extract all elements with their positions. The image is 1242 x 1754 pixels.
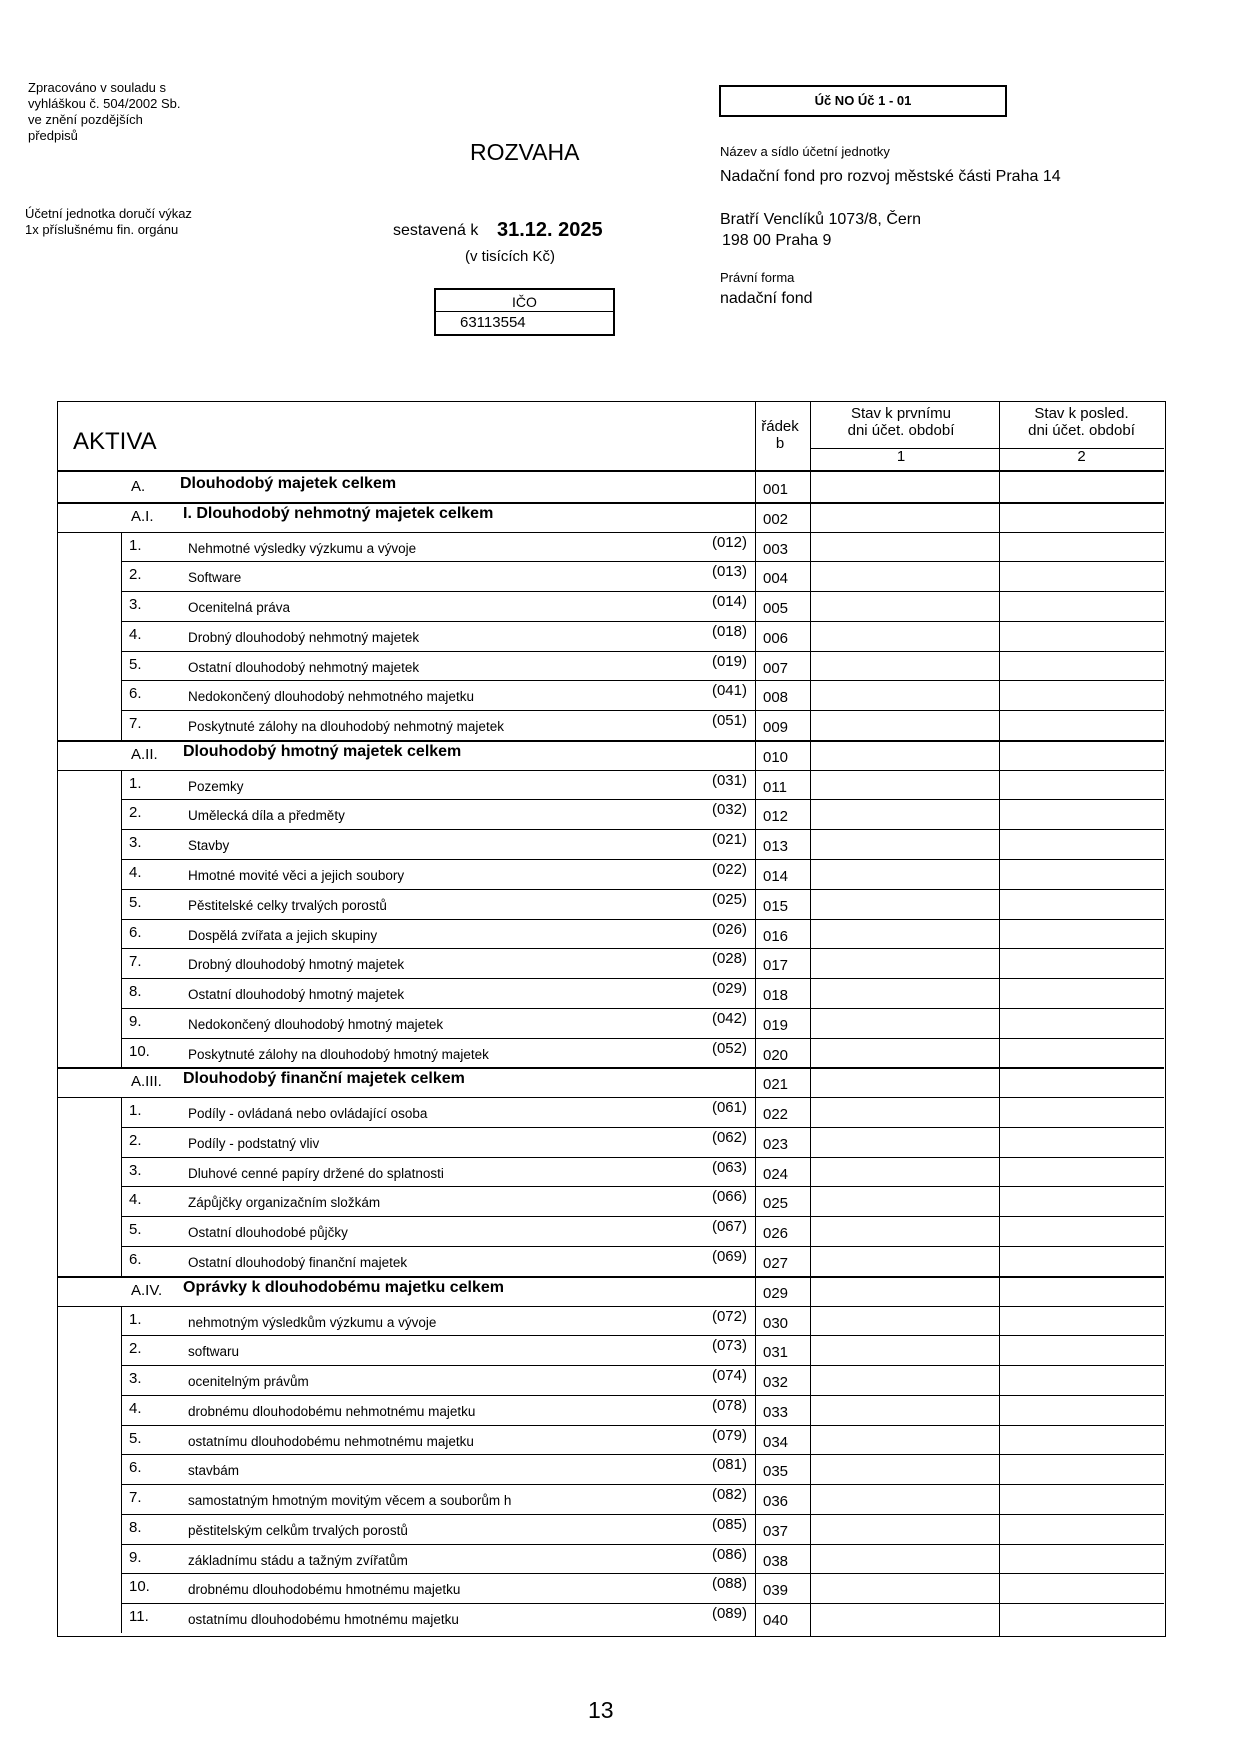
row-account-code: (028) — [711, 950, 747, 968]
row-item-label: stavbám — [188, 1463, 240, 1479]
row-account-code: (072) — [711, 1307, 747, 1325]
row-item-number: 8. — [129, 983, 142, 1001]
row-account-code: (013) — [711, 563, 747, 581]
form-code: Úč NO Úč 1 - 01 — [814, 93, 912, 108]
row-code: 007 — [763, 659, 789, 677]
row-item-number: 3. — [129, 1161, 142, 1179]
row-account-code: (025) — [711, 890, 747, 908]
row-code: 040 — [763, 1612, 789, 1630]
row-account-code: (019) — [711, 652, 747, 670]
row-account-code: (063) — [711, 1158, 747, 1176]
address-line1: Bratří Venclíků 1073/8, Čern — [720, 211, 921, 228]
row-code: 018 — [763, 987, 789, 1005]
row-account-code: (078) — [711, 1396, 747, 1414]
row-item-number: 6. — [129, 685, 142, 703]
row-item-number: 3. — [129, 834, 142, 852]
row-divider — [121, 561, 1164, 562]
row-item-label: drobnému dlouhodobému nehmotnému majetku — [188, 1403, 476, 1419]
row-code: 008 — [763, 689, 789, 707]
row-item-number: 7. — [129, 1489, 142, 1507]
col2-header-line: Stav k posled. — [1034, 405, 1129, 422]
row-divider — [121, 1454, 1164, 1455]
row-code: 010 — [763, 748, 789, 766]
compiled-date: 31.12. 2025 — [497, 219, 603, 241]
row-account-code: (088) — [711, 1575, 747, 1593]
row-item-label: Poskytnuté zálohy na dlouhodobý hmotný majetek — [188, 1046, 489, 1062]
row-item-number: 10. — [129, 1578, 150, 1596]
row-item-number: 4. — [129, 864, 142, 881]
row-section-number: A.II. — [131, 745, 158, 763]
row-item-label: ostatnímu dlouhodobému nehmotnému majetku — [188, 1433, 474, 1449]
row-code: 003 — [763, 540, 789, 558]
row-code: 014 — [763, 868, 789, 885]
row-section-number: A. — [131, 478, 146, 495]
row-item-label: Software — [188, 570, 242, 586]
row-item-number: 11. — [129, 1608, 149, 1626]
row-divider — [121, 1216, 1164, 1217]
row-item-label: základnímu stádu a tažným zvířatům — [188, 1552, 408, 1568]
row-divider — [121, 1008, 1164, 1009]
row-code: 031 — [763, 1344, 789, 1362]
row-divider — [58, 1306, 1164, 1307]
row-item-label: drobnému dlouhodobému hmotnému majetku — [188, 1582, 461, 1598]
row-item-number: 5. — [129, 893, 142, 911]
row-item-number: 9. — [129, 1548, 142, 1566]
row-item-number: 5. — [129, 655, 142, 673]
row-item-label: nehmotným výsledkům výzkumu a vývoje — [188, 1314, 437, 1330]
legal-form-label: Právní forma — [720, 270, 795, 285]
row-divider — [121, 978, 1164, 979]
row-divider — [58, 502, 1164, 504]
row-account-code: (089) — [711, 1605, 747, 1623]
row-account-code: (026) — [711, 920, 747, 938]
row-code: 027 — [763, 1255, 789, 1273]
row-item-number: 7. — [129, 715, 142, 733]
row-divider — [121, 591, 1164, 592]
row-item-label: samostatným hmotným movitým věcem a souborům h — [188, 1493, 512, 1509]
legal-form-value: nadační fond — [720, 290, 813, 307]
row-account-code: (073) — [711, 1337, 747, 1355]
compiled-label: sestavená k — [393, 222, 479, 239]
legal-note-line: předpisů — [28, 128, 78, 143]
row-code: 006 — [763, 629, 789, 647]
row-item-label: Ostatní dlouhodobý nehmotný majetek — [188, 659, 420, 675]
row-divider — [121, 948, 1164, 949]
row-divider — [121, 859, 1164, 860]
row-item-number: 6. — [129, 1251, 142, 1269]
ico-label: IČO — [436, 294, 613, 312]
row-account-code: (066) — [711, 1188, 747, 1206]
row-item-number: 3. — [129, 596, 142, 614]
col1-header — [810, 405, 992, 439]
row-item-number: 1. — [129, 774, 142, 792]
row-account-code: (018) — [711, 622, 747, 640]
row-divider — [58, 1097, 1164, 1098]
row-code: 037 — [763, 1522, 789, 1540]
row-item-number: 1. — [129, 1102, 142, 1120]
section-title: AKTIVA — [73, 428, 157, 455]
row-account-code: (021) — [711, 831, 747, 849]
row-account-code: (067) — [711, 1218, 747, 1236]
row-code: 038 — [763, 1552, 789, 1570]
row-item-number: 6. — [129, 923, 142, 941]
row-divider — [58, 532, 1164, 533]
row-item-label: Nedokončený dlouhodobý hmotný majetek — [188, 1016, 444, 1032]
row-account-code: (061) — [711, 1099, 747, 1117]
row-code: 011 — [763, 778, 787, 796]
row-divider — [121, 1425, 1164, 1426]
row-account-code: (031) — [711, 771, 747, 789]
row-code: 030 — [763, 1314, 789, 1332]
row-account-code: (022) — [711, 861, 747, 878]
row-item-number: 4. — [129, 1399, 142, 1417]
row-divider — [58, 740, 1164, 742]
row-divider — [121, 1246, 1164, 1247]
delivery-note-line: Účetní jednotka doručí výkaz — [25, 206, 192, 221]
row-divider — [121, 799, 1164, 800]
units-note: (v tisících Kč) — [465, 248, 556, 265]
page-title: ROZVAHA — [470, 139, 580, 165]
row-code: 002 — [763, 510, 789, 528]
row-item-number: 2. — [129, 804, 142, 822]
row-col-header-line: b — [775, 435, 785, 452]
row-item-number: 4. — [129, 625, 142, 643]
col1-header-line: dni účet. období — [847, 422, 955, 439]
row-divider — [121, 889, 1164, 890]
row-item-number: 2. — [129, 1131, 142, 1149]
row-account-code: (062) — [711, 1128, 747, 1146]
row-divider — [58, 1067, 1164, 1069]
row-divider — [121, 919, 1164, 920]
row-divider — [58, 770, 1164, 771]
row-account-code: (029) — [711, 980, 747, 998]
delivery-note — [25, 206, 255, 238]
row-account-code: (082) — [711, 1486, 747, 1504]
row-code: 001 — [763, 481, 789, 498]
row-code: 016 — [763, 927, 789, 945]
row-code: 020 — [763, 1046, 789, 1064]
legal-note — [28, 80, 228, 144]
row-code: 013 — [763, 838, 789, 856]
row-divider — [121, 829, 1164, 830]
row-account-code: (069) — [711, 1248, 747, 1266]
row-item-label: ocenitelným právům — [188, 1374, 309, 1390]
row-section-label: Dlouhodobý majetek celkem — [180, 475, 397, 492]
row-code: 035 — [763, 1463, 789, 1481]
row-divider — [121, 1544, 1164, 1545]
row-account-code: (051) — [711, 712, 747, 730]
row-section-number: A.III. — [131, 1073, 162, 1091]
col2-header — [999, 405, 1164, 439]
delivery-note-line: 1x příslušnému fin. orgánu — [25, 222, 179, 237]
row-code: 036 — [763, 1493, 789, 1511]
row-code: 039 — [763, 1582, 789, 1600]
row-col-header — [755, 418, 805, 452]
row-item-label: Dluhové cenné papíry držené do splatnosti — [188, 1165, 444, 1181]
row-code: 004 — [763, 570, 789, 588]
row-account-code: (074) — [711, 1367, 747, 1385]
row-account-code: (081) — [711, 1456, 747, 1474]
col2-divider — [999, 402, 1000, 1636]
row-divider — [121, 1573, 1164, 1574]
legal-note-line: vyhláškou č. 504/2002 Sb. — [28, 96, 181, 111]
unit-name: Nadační fond pro rozvoj městské části Praha 14 — [720, 168, 1061, 185]
row-account-code: (041) — [711, 682, 747, 700]
row-account-code: (014) — [711, 593, 747, 611]
row-item-label: Stavby — [188, 838, 230, 854]
row-code: 025 — [763, 1195, 789, 1213]
row-divider — [121, 1127, 1164, 1128]
row-divider — [121, 710, 1164, 711]
row-item-number: 5. — [129, 1221, 142, 1239]
ico-box — [434, 288, 615, 336]
row-divider — [121, 1157, 1164, 1158]
row-section-label: Oprávky k dlouhodobému majetku celkem — [183, 1278, 504, 1296]
row-code: 017 — [763, 957, 789, 975]
row-item-label: Umělecká díla a předměty — [188, 808, 345, 824]
row-item-label: Dospělá zvířata a jejich skupiny — [188, 927, 378, 943]
row-item-number: 3. — [129, 1370, 142, 1388]
page-number: 13 — [588, 1697, 614, 1723]
row-code: 032 — [763, 1374, 789, 1392]
row-divider — [121, 1395, 1164, 1396]
unit-label: Název a sídlo účetní jednotky — [720, 144, 890, 159]
row-account-code: (032) — [711, 801, 747, 819]
row-item-label: pěstitelským celkům trvalých porostů — [188, 1522, 408, 1538]
row-code: 021 — [763, 1076, 789, 1094]
row-item-label: Hmotné movité věci a jejich soubory — [188, 868, 405, 883]
row-item-label: Podíly - ovládaná nebo ovládající osoba — [188, 1106, 428, 1122]
row-divider — [58, 1276, 1164, 1278]
row-item-number: 1. — [129, 536, 142, 554]
row-divider — [121, 1603, 1164, 1604]
row-item-label: Drobný dlouhodobý hmotný majetek — [188, 957, 405, 973]
row-code: 024 — [763, 1165, 789, 1183]
row-code: 012 — [763, 808, 789, 826]
row-section-number: A.I. — [131, 507, 154, 525]
row-divider — [121, 1365, 1164, 1366]
row-section-label: I. Dlouhodobý nehmotný majetek celkem — [183, 504, 494, 522]
col2-number: 2 — [1077, 448, 1086, 465]
row-item-number: 2. — [129, 1340, 142, 1358]
address-line2: 198 00 Praha 9 — [722, 232, 832, 249]
col1-header-line: Stav k prvnímu — [850, 405, 952, 422]
row-item-label: Ostatní dlouhodobý hmotný majetek — [188, 987, 405, 1003]
row-section-label: Dlouhodobý hmotný majetek celkem — [183, 742, 462, 760]
row-code: 034 — [763, 1433, 789, 1451]
row-item-number: 4. — [129, 1191, 142, 1209]
row-number-divider — [755, 402, 756, 1636]
row-item-number: 8. — [129, 1518, 142, 1536]
row-code: 019 — [763, 1016, 789, 1034]
row-item-label: Ostatní dlouhodobé půjčky — [188, 1225, 348, 1241]
row-divider — [121, 651, 1164, 652]
col1-number: 1 — [896, 448, 906, 465]
row-section-label: Dlouhodobý finanční majetek celkem — [183, 1070, 465, 1088]
row-divider — [121, 1335, 1164, 1336]
row-item-label: Ostatní dlouhodobý finanční majetek — [188, 1255, 408, 1271]
row-item-label: Pěstitelské celky trvalých porostů — [188, 897, 387, 913]
form-code-box — [719, 85, 1007, 117]
row-account-code: (086) — [711, 1545, 747, 1563]
row-code: 022 — [763, 1106, 789, 1124]
row-code: 015 — [763, 897, 789, 915]
row-item-number: 1. — [129, 1310, 142, 1328]
row-item-label: Drobný dlouhodobý nehmotný majetek — [188, 629, 420, 645]
row-account-code: (085) — [711, 1515, 747, 1533]
header-subdivider — [810, 448, 1164, 449]
row-item-label: Nehmotné výsledky výzkumu a vývoje — [188, 540, 417, 556]
row-account-code: (012) — [711, 533, 747, 551]
row-code: 023 — [763, 1135, 789, 1153]
row-divider — [121, 1038, 1164, 1039]
row-item-label: Podíly - podstatný vliv — [188, 1135, 320, 1151]
row-code: 029 — [763, 1284, 789, 1302]
row-account-code: (079) — [711, 1426, 747, 1444]
col1-divider — [810, 402, 811, 1636]
row-account-code: (052) — [711, 1039, 747, 1057]
row-divider — [121, 680, 1164, 681]
row-item-number: 6. — [129, 1459, 142, 1477]
row-code: 026 — [763, 1225, 789, 1243]
row-item-number: 9. — [129, 1012, 142, 1030]
row-item-label: Poskytnuté zálohy na dlouhodobý nehmotný majetek — [188, 719, 504, 735]
row-item-label: Zápůjčky organizačním složkám — [188, 1195, 381, 1211]
legal-note-line: Zpracováno v souladu s — [28, 80, 167, 95]
row-item-label: Pozemky — [188, 778, 244, 794]
row-item-label: softwaru — [188, 1344, 240, 1360]
row-code: 033 — [763, 1403, 789, 1421]
row-account-code: (042) — [711, 1009, 747, 1027]
col2-header-line: dni účet. období — [1028, 422, 1135, 439]
row-item-label: ostatnímu dlouhodobému hmotnému majetku — [188, 1612, 459, 1628]
row-divider — [121, 1484, 1164, 1485]
legal-note-line: ve znění pozdějších — [28, 112, 143, 127]
row-item-label: Nedokončený dlouhodobý nehmotného majetku — [188, 689, 474, 705]
row-item-label: Ocenitelná práva — [188, 600, 291, 616]
ico-value: 63113554 — [460, 314, 526, 331]
row-section-number: A.IV. — [131, 1281, 163, 1299]
row-divider — [121, 1186, 1164, 1187]
row-divider — [121, 621, 1164, 622]
row-item-number: 5. — [129, 1429, 142, 1447]
row-divider — [121, 1514, 1164, 1515]
row-item-number: 7. — [129, 953, 142, 971]
row-code: 009 — [763, 719, 789, 737]
row-item-number: 10. — [129, 1042, 150, 1060]
row-col-header-line: řádek — [761, 418, 799, 435]
assets-table — [57, 401, 1166, 1637]
row-item-number: 2. — [129, 566, 142, 584]
row-code: 005 — [763, 600, 789, 618]
